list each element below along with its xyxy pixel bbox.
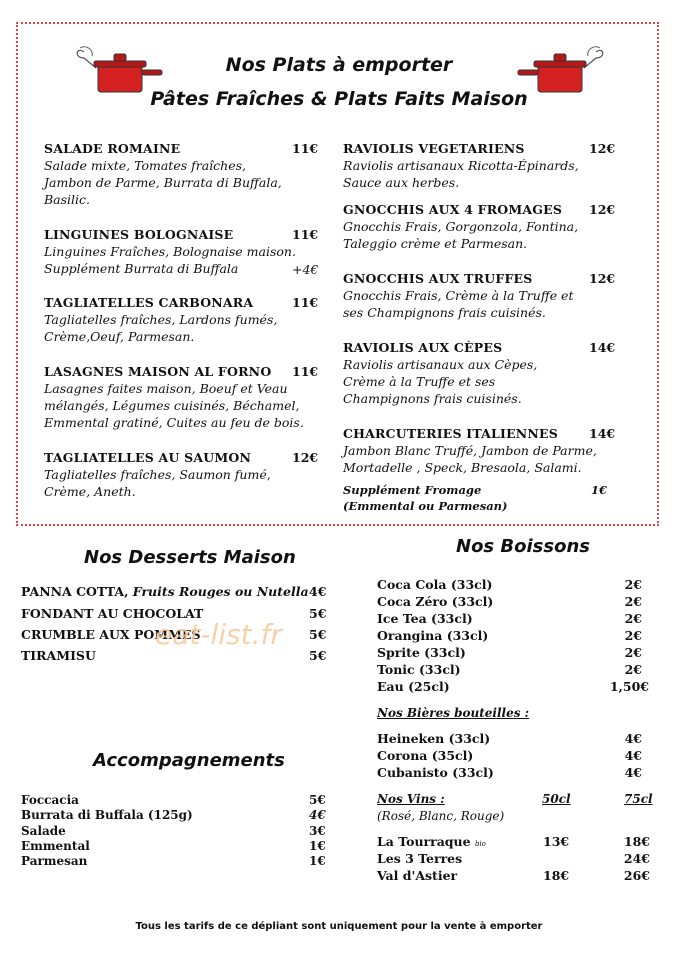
wine-price-50cl: 18€ [543, 868, 570, 883]
supplement-price: 1€ [591, 483, 608, 497]
side-name: Burrata di Buffala (125g) [21, 808, 193, 822]
drink-item [377, 748, 642, 763]
item-description: Gnocchis Frais, Crème à la Truffe et ses Champignons frais cuisinés. [343, 288, 574, 320]
drink-name: Heineken (33cl) [377, 731, 491, 746]
dessert-item [21, 584, 329, 599]
item-description: Tagliatelles fraîches, Saumon fumé, Crème, Aneth. [44, 467, 271, 499]
side-price: 1€ [309, 839, 326, 853]
item-name: GNOCCHIS AUX 4 FROMAGES [343, 202, 563, 217]
item-description: Tagliatelles fraîches, Lardons fumés, Crème,Oeuf, Parmesan. [44, 312, 278, 344]
dessert-price: 5€ [309, 648, 327, 663]
dessert-name: PANNA COTTA, [21, 584, 129, 599]
item-extra-price: +4€ [292, 262, 319, 277]
item-description: Raviolis artisanaux aux Cèpes, Crème à la Truffe et ses Champignons frais cuisinés. [343, 357, 538, 406]
item-name: CHARCUTERIES ITALIENNES [343, 426, 559, 441]
dessert-variant: Fruits Rouges ou Nutella [128, 584, 309, 599]
drink-price: 1,50€ [609, 679, 649, 694]
dessert-price: 5€ [309, 606, 327, 621]
dessert-price: 5€ [309, 627, 327, 642]
wine-column-75cl: 75cl [624, 792, 653, 806]
supplement-line: Supplément Fromage [343, 483, 482, 497]
drink-item [377, 577, 642, 592]
wine-name: La Tourraque [377, 834, 471, 849]
wine-column-50cl: 50cl [542, 792, 571, 806]
item-price: 12€ [589, 202, 616, 217]
wine-price-75cl: 26€ [623, 868, 650, 883]
watermark: eat-list.fr [155, 618, 282, 651]
wine-item [377, 851, 650, 866]
drink-name: Corona (35cl) [377, 748, 474, 763]
side-price: 4€ [309, 808, 326, 822]
wine-item [377, 834, 650, 849]
drink-price: 4€ [624, 765, 642, 780]
drink-name: Orangina (33cl) [377, 628, 489, 643]
drink-price: 2€ [624, 594, 642, 609]
drink-item [377, 765, 642, 780]
dessert-price: 4€ [309, 584, 327, 599]
menu-item [44, 450, 320, 500]
item-name: RAVIOLIS AUX CÈPES [343, 340, 503, 355]
side-price: 1€ [309, 854, 326, 868]
drink-price: 4€ [624, 731, 642, 746]
item-price: 14€ [589, 340, 616, 355]
menu-item [343, 141, 619, 191]
dessert-name: CRUMBLE AUX POMMES [21, 627, 201, 642]
dessert-name: FONDANT AU CHOCOLAT [21, 606, 204, 621]
item-price: 14€ [589, 426, 616, 441]
sides-title: Accompagnements [93, 750, 285, 771]
drink-item [377, 662, 642, 677]
item-price: 12€ [292, 450, 319, 465]
side-price: 5€ [309, 793, 326, 807]
side-item [21, 793, 329, 807]
item-description: Jambon Blanc Truffé, Jambon de Parme, Mortadelle , Speck, Bresaola, Salami. [343, 443, 597, 475]
menu-item [343, 340, 619, 407]
menu-item [343, 202, 619, 252]
drink-item [377, 731, 642, 746]
item-name: SALADE ROMAINE [44, 141, 181, 156]
side-name: Parmesan [21, 854, 88, 868]
item-name: LINGUINES BOLOGNAISE [44, 227, 234, 242]
menu-item [343, 271, 619, 321]
wine-name: Val d'Astier [377, 868, 458, 883]
supplement-note [343, 482, 507, 514]
menu-item [44, 227, 320, 277]
side-item [21, 839, 329, 853]
beers-heading: Nos Bières bouteilles : [377, 706, 530, 720]
item-price: 12€ [589, 271, 616, 286]
side-name: Foccacia [21, 793, 79, 807]
drink-item [377, 679, 649, 694]
item-description: Linguines Fraîches, Bolognaise maison. Supplément Burrata di Buffala [44, 244, 296, 276]
wine-item [377, 868, 650, 883]
drink-name: Coca Zéro (33cl) [377, 594, 494, 609]
drink-name: Tonic (33cl) [377, 662, 461, 677]
side-name: Emmental [21, 839, 90, 853]
side-item [21, 824, 329, 838]
menu-item [44, 364, 320, 431]
organic-tag: bio [474, 840, 486, 848]
wine-price-75cl: 24€ [623, 851, 650, 866]
page-subtitle: Pâtes Fraîches & Plats Faits Maison [150, 88, 528, 110]
menu-item [44, 141, 320, 208]
drink-price: 2€ [624, 611, 642, 626]
drink-name: Cubanisto (33cl) [377, 765, 494, 780]
side-name: Salade [21, 824, 66, 838]
wine-price-50cl: 13€ [543, 834, 570, 849]
drink-item [377, 628, 642, 643]
item-name: GNOCCHIS AUX TRUFFES [343, 271, 533, 286]
drink-name: Ice Tea (33cl) [377, 611, 473, 626]
footer-note: Tous les tarifs de ce dépliant sont uniquement pour la vente à emporter [135, 921, 543, 932]
item-price: 12€ [589, 141, 616, 156]
drink-price: 2€ [624, 577, 642, 592]
item-description: Raviolis artisanaux Ricotta-Épinards, Sauce aux herbes. [343, 158, 579, 190]
drink-item [377, 645, 642, 660]
item-name: TAGLIATELLES CARBONARA [44, 295, 254, 310]
wines-subtitle: (Rosé, Blanc, Rouge) [377, 809, 505, 823]
item-name: RAVIOLIS VEGETARIENS [343, 141, 525, 156]
item-price: 11€ [292, 141, 319, 156]
drink-name: Eau (25cl) [377, 679, 450, 694]
drink-item [377, 611, 642, 626]
wines-heading: Nos Vins : [377, 792, 445, 806]
menu-item [343, 426, 619, 476]
item-price: 11€ [292, 295, 319, 310]
item-description: Gnocchis Frais, Gorgonzola, Fontina, Taleggio crème et Parmesan. [343, 219, 579, 251]
drink-item [377, 594, 642, 609]
drink-price: 2€ [624, 662, 642, 677]
wine-price-75cl: 18€ [623, 834, 650, 849]
menu-item [44, 295, 320, 345]
item-description: Salade mixte, Tomates fraîches, Jambon de Parme, Burrata di Buffala, Basilic. [44, 158, 282, 207]
item-price: 11€ [292, 227, 319, 242]
desserts-title: Nos Desserts Maison [84, 547, 296, 568]
page-title: Nos Plats à emporter [225, 54, 453, 76]
drink-price: 2€ [624, 628, 642, 643]
supplement-line: (Emmental ou Parmesan) [343, 499, 508, 513]
side-price: 3€ [309, 824, 326, 838]
item-price: 11€ [292, 364, 319, 379]
dessert-name: TIRAMISU [21, 648, 96, 663]
item-description: Lasagnes faites maison, Boeuf et Veau mélangés, Légumes cuisinés, Béchamel, Emmental gratiné, Cuites au feu de bois. [44, 381, 304, 430]
item-name: TAGLIATELLES AU SAUMON [44, 450, 252, 465]
item-name: LASAGNES MAISON AL FORNO [44, 364, 272, 379]
drinks-title: Nos Boissons [456, 536, 590, 557]
wine-name: Les 3 Terres [377, 851, 463, 866]
side-item [21, 808, 329, 822]
drink-name: Coca Cola (33cl) [377, 577, 493, 592]
drink-price: 2€ [624, 645, 642, 660]
drink-name: Sprite (33cl) [377, 645, 466, 660]
drink-price: 4€ [624, 748, 642, 763]
side-item [21, 854, 329, 868]
